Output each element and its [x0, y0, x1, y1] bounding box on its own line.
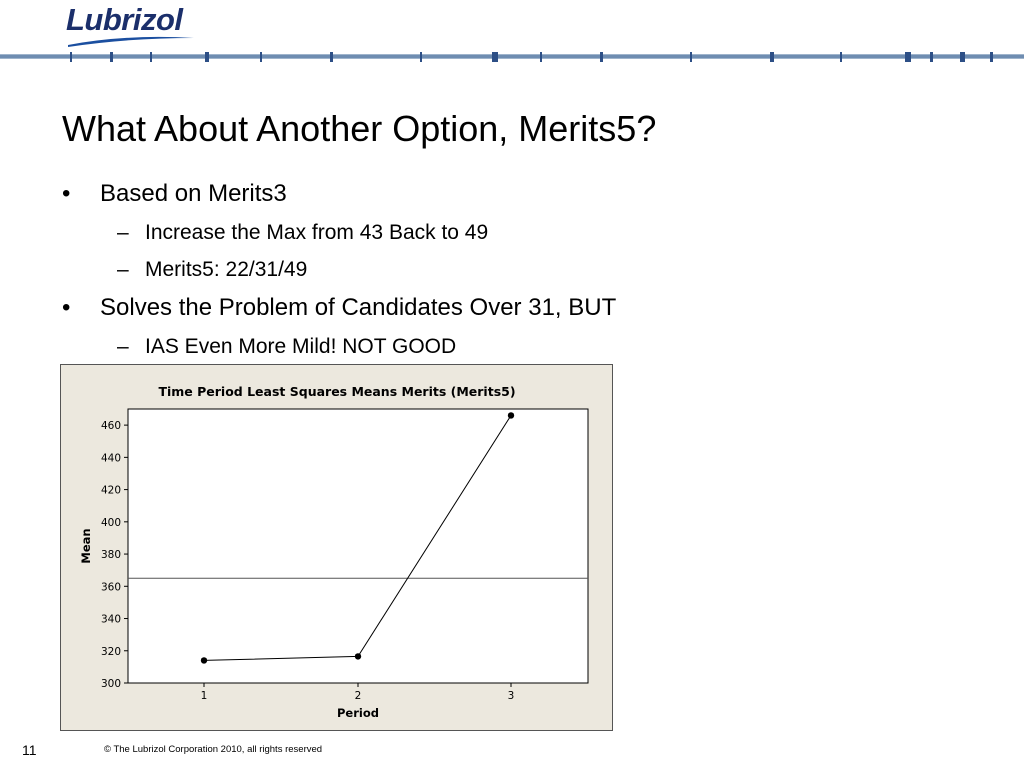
chart-container	[60, 364, 613, 731]
logo-swoosh-icon	[66, 32, 196, 48]
bullet-text: Based on Merits3	[100, 180, 287, 207]
plot-area	[128, 409, 588, 683]
sub-bullet-marker: –	[117, 258, 129, 281]
chart-title: Time Period Least Squares Means Merits (Merits5)	[158, 384, 516, 399]
slide-title: What About Another Option, Merits5?	[62, 108, 657, 149]
sub-bullet-text: Merits5: 22/31/49	[145, 258, 308, 281]
copyright-text: © The Lubrizol Corporation 2010, all rights reserved	[104, 744, 323, 755]
y-tick-label: 400	[100, 516, 121, 529]
y-tick-label: 420	[100, 484, 121, 497]
line-chart	[61, 365, 614, 732]
y-tick-label: 460	[100, 420, 121, 433]
x-axis-label: Period	[337, 706, 379, 720]
y-tick-label: 440	[100, 452, 121, 465]
bullet-marker: •	[62, 294, 71, 321]
y-axis-label: Mean	[79, 528, 93, 564]
sub-bullet-text: IAS Even More Mild! NOT GOOD	[145, 335, 457, 358]
sub-bullet-text: Increase the Max from 43 Back to 49	[145, 221, 489, 244]
x-tick-label: 2	[354, 690, 362, 702]
sub-bullet-marker: –	[117, 221, 129, 244]
y-tick-label: 320	[100, 645, 121, 658]
y-tick-label: 300	[100, 678, 121, 690]
data-point	[355, 653, 361, 659]
y-tick-label: 360	[100, 581, 121, 594]
data-point	[201, 657, 207, 663]
logo-wordmark: Lubrizol	[66, 2, 183, 37]
header-band	[0, 52, 1024, 62]
bullet-text: Solves the Problem of Candidates Over 31, BUT	[100, 294, 617, 321]
y-tick-label: 340	[100, 613, 121, 626]
x-tick-label: 3	[507, 690, 515, 702]
sub-bullet-marker: –	[117, 335, 129, 358]
page-number: 11	[22, 742, 37, 758]
lubrizol-logo	[66, 2, 196, 48]
data-point	[508, 412, 514, 418]
bullet-marker: •	[62, 180, 71, 207]
x-tick-label: 1	[200, 690, 208, 702]
y-tick-label: 380	[100, 549, 121, 562]
